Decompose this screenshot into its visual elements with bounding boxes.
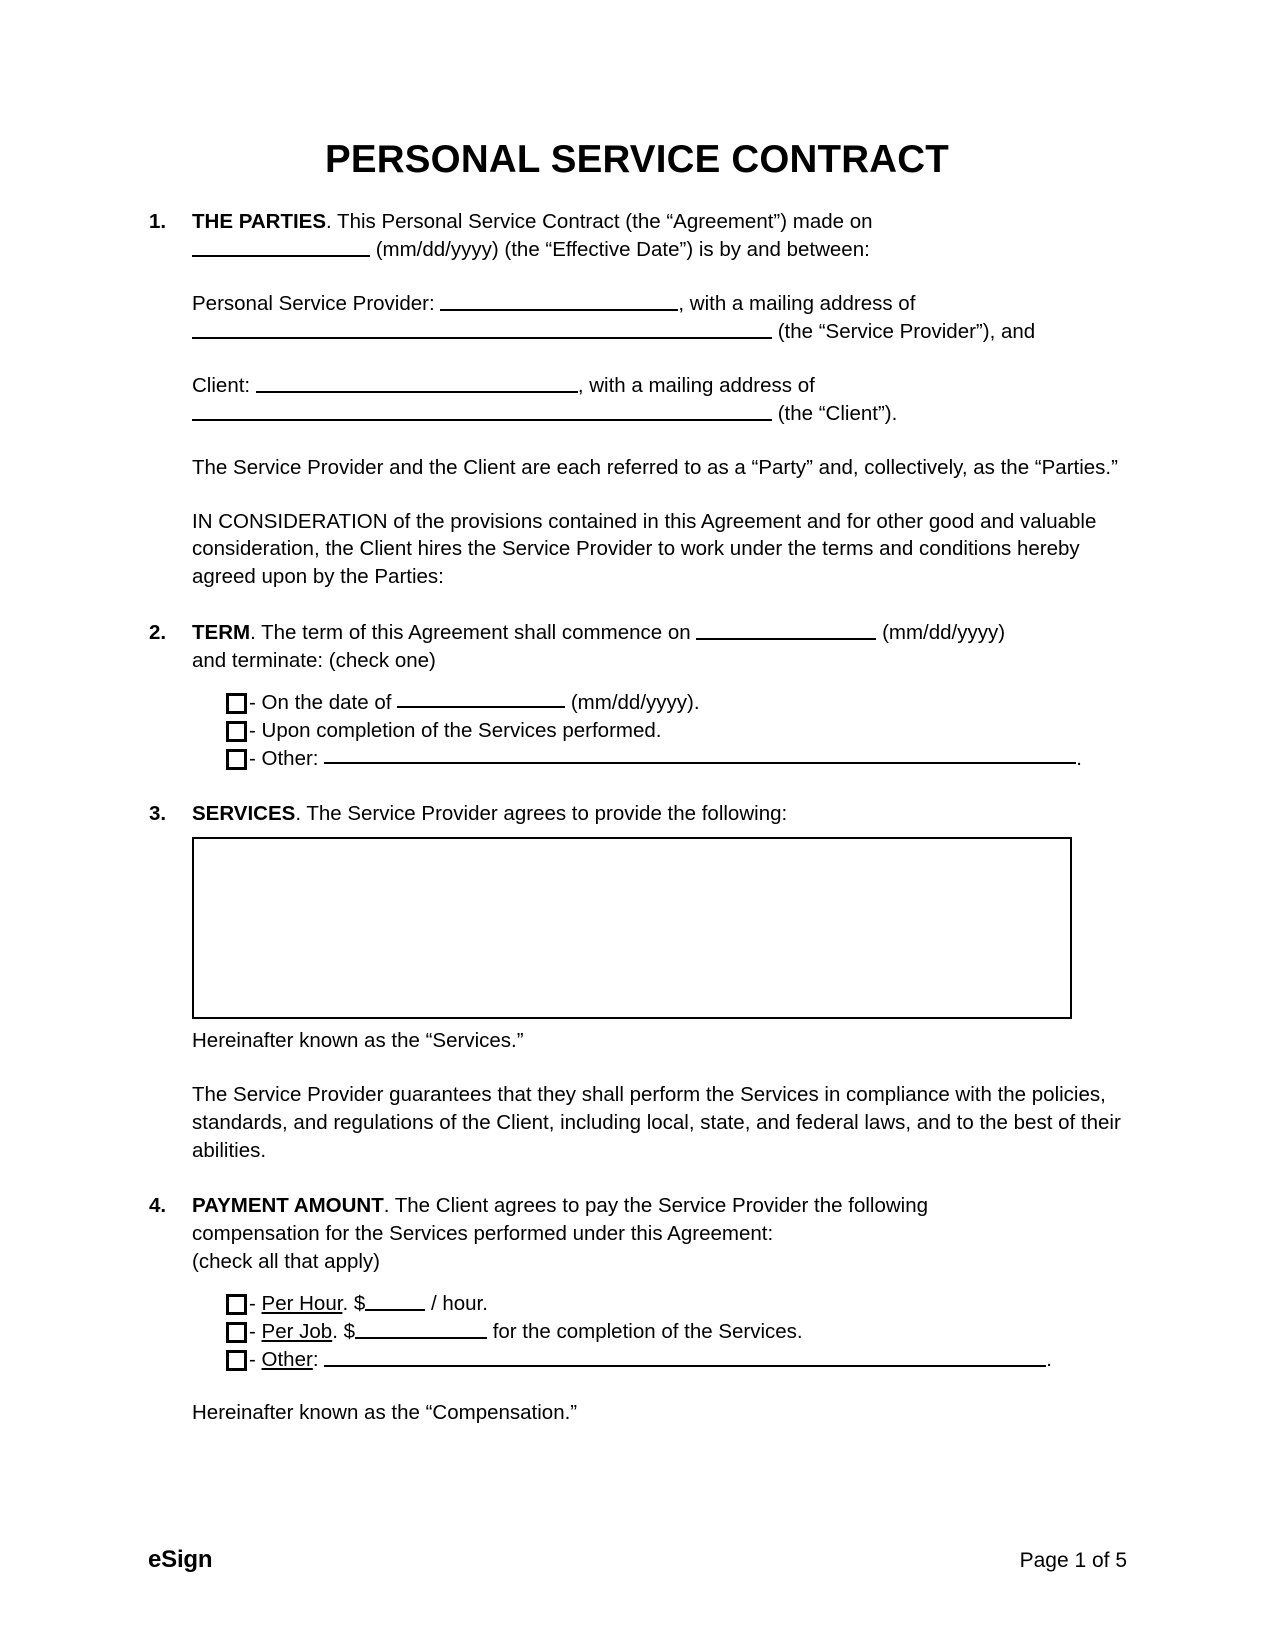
services-description-textbox[interactable] bbox=[192, 837, 1072, 1019]
provider-after-blank: , with a mailing address of bbox=[678, 292, 916, 316]
services-intro: . The Service Provider agrees to provide the following: bbox=[295, 802, 788, 826]
checkbox-payment-other[interactable] bbox=[226, 1350, 247, 1371]
payment-option-per-job[interactable]: - Per Job. $ for the completion of the Services. bbox=[226, 1318, 1126, 1345]
client-name-blank[interactable] bbox=[256, 374, 578, 393]
term-intro-a: . The term of this Agreement shall commence on bbox=[250, 621, 691, 645]
payment-option-per-job-mid: . $ bbox=[332, 1320, 355, 1344]
client-block bbox=[192, 372, 1126, 428]
payment-option-per-job-suffix: for the completion of the Services. bbox=[492, 1320, 803, 1344]
provider-label: Personal Service Provider: bbox=[192, 292, 435, 316]
payment-option-other-suffix: . bbox=[1046, 1348, 1052, 1372]
term-option-on-date-label: - On the date of bbox=[249, 690, 392, 714]
parties-intro-b: (mm/dd/yyyy) (the “Effective Date”) is by and between: bbox=[375, 238, 870, 262]
payment-option-per-job-label: Per Job bbox=[261, 1320, 333, 1344]
payment-intro-b: compensation for the Services performed under this Agreement: bbox=[192, 1222, 774, 1246]
payment-intro-c: (check all that apply) bbox=[192, 1250, 381, 1274]
clause-number-3: 3. bbox=[149, 802, 167, 826]
client-after-blank: , with a mailing address of bbox=[577, 373, 815, 397]
services-guarantee-paragraph: The Service Provider guarantees that they shall perform the Services in compliance with the policies, standards, and regulations of the Client, including local, state, and federal laws, and to the best of their abilities. bbox=[192, 1082, 1121, 1162]
term-options-list bbox=[226, 689, 1126, 772]
payment-option-other-label: Other bbox=[261, 1348, 313, 1372]
provider-block bbox=[192, 290, 1126, 346]
term-intro-b: (mm/dd/yyyy) bbox=[882, 621, 1006, 645]
provider-address-blank[interactable] bbox=[192, 320, 772, 339]
clause-heading-the-parties: THE PARTIES bbox=[192, 210, 327, 234]
payment-other-blank[interactable] bbox=[324, 1348, 1046, 1367]
payment-option-other[interactable]: - Other: . bbox=[226, 1346, 1126, 1373]
payment-option-per-hour[interactable]: - Per Hour. $ / hour. bbox=[226, 1290, 1126, 1317]
page-content bbox=[148, 0, 1126, 1427]
payment-per-job-blank[interactable] bbox=[355, 1320, 487, 1339]
provider-address-row bbox=[192, 318, 1126, 346]
clause-number-4: 4. bbox=[149, 1194, 167, 1218]
brand-logo-esign: eSign bbox=[148, 1546, 213, 1573]
checkbox-payment-per-hour[interactable] bbox=[226, 1294, 247, 1315]
checkbox-term-other[interactable] bbox=[226, 749, 247, 770]
parties-intro-a: . This Personal Service Contract (the “Agreement”) made on bbox=[326, 210, 873, 234]
clause-body-3 bbox=[192, 800, 1126, 828]
term-intro-c: and terminate: (check one) bbox=[192, 649, 436, 673]
clause-number-1: 1. bbox=[149, 210, 167, 234]
clause-body-2 bbox=[192, 619, 1126, 675]
clause-body-4 bbox=[192, 1192, 1126, 1276]
term-other-blank[interactable] bbox=[324, 745, 1076, 764]
clause-body-1 bbox=[192, 208, 1126, 264]
payment-intro-a: . The Client agrees to pay the Service Provider the following bbox=[383, 1194, 929, 1218]
term-option-on-date[interactable] bbox=[226, 689, 1126, 716]
clause-term bbox=[148, 619, 1126, 675]
payment-hereinafter: Hereinafter known as the “Compensation.” bbox=[192, 1401, 578, 1425]
services-hereinafter: Hereinafter known as the “Services.” bbox=[192, 1028, 524, 1052]
page-footer bbox=[148, 1546, 1127, 1574]
term-commence-date-blank[interactable] bbox=[696, 621, 876, 640]
page-title: PERSONAL SERVICE CONTRACT bbox=[325, 138, 949, 181]
term-option-other-label: - Other: bbox=[249, 747, 319, 771]
client-label: Client: bbox=[192, 373, 251, 397]
payment-option-per-hour-suffix: / hour. bbox=[430, 1292, 488, 1316]
payment-options-list bbox=[226, 1290, 1126, 1373]
term-option-other[interactable] bbox=[226, 745, 1126, 772]
client-address-row bbox=[192, 400, 1126, 428]
term-option-upon-completion[interactable] bbox=[226, 717, 1126, 744]
checkbox-term-on-date[interactable] bbox=[226, 693, 247, 714]
effective-date-blank[interactable] bbox=[192, 238, 370, 257]
term-option-upon-completion-label: - Upon completion of the Services performed. bbox=[249, 718, 662, 742]
term-option-other-suffix: . bbox=[1076, 747, 1082, 771]
payment-option-per-hour-mid: . $ bbox=[342, 1292, 366, 1316]
payment-per-hour-blank[interactable] bbox=[365, 1292, 425, 1311]
page-number: Page 1 of 5 bbox=[1019, 1549, 1127, 1572]
term-option-on-date-suffix: (mm/dd/yyyy). bbox=[570, 690, 700, 714]
provider-name-blank[interactable] bbox=[440, 292, 678, 311]
checkbox-payment-per-job[interactable] bbox=[226, 1322, 247, 1343]
clause-heading-payment-amount: PAYMENT AMOUNT bbox=[192, 1194, 384, 1218]
client-address-blank[interactable] bbox=[192, 402, 772, 421]
checkbox-term-upon-completion[interactable] bbox=[226, 721, 247, 742]
payment-option-per-hour-label: Per Hour bbox=[261, 1292, 343, 1316]
clause-heading-term: TERM bbox=[192, 621, 251, 645]
consideration-paragraph: IN CONSIDERATION of the provisions contained in this Agreement and for other good and valuable consideration, the Client hires the Service Provider to work under the terms and conditions hereby agreed upon by the Parties: bbox=[192, 509, 1097, 589]
clause-services bbox=[148, 800, 1126, 828]
payment-option-other-mid: : bbox=[312, 1348, 319, 1372]
term-on-date-blank[interactable] bbox=[397, 689, 565, 708]
parties-definition-paragraph: The Service Provider and the Client are each referred to as a “Party” and, collectively, as the “Parties.” bbox=[192, 455, 1118, 479]
clause-payment-amount bbox=[148, 1192, 1126, 1276]
clause-number-2: 2. bbox=[149, 621, 167, 645]
provider-address-tail: (the “Service Provider”), and bbox=[777, 320, 1036, 344]
client-address-tail: (the “Client”). bbox=[777, 401, 898, 425]
clause-heading-services: SERVICES bbox=[192, 802, 296, 826]
clause-the-parties bbox=[148, 208, 1126, 264]
